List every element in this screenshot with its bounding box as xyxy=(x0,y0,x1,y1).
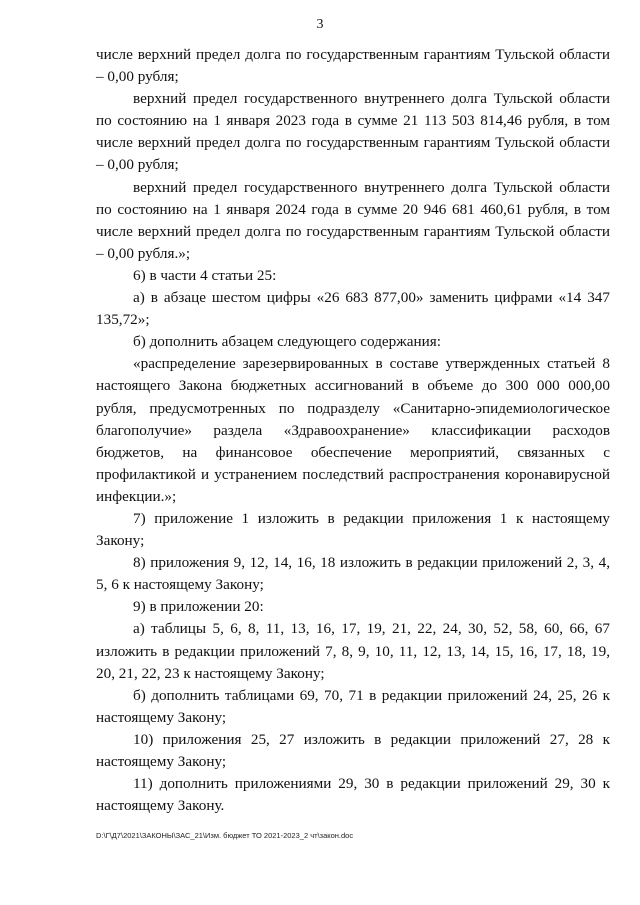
paragraph: 8) приложения 9, 12, 14, 16, 18 изложить в редакции приложений 2, 3, 4, 5, 6 к настоящему Закону; xyxy=(96,554,610,594)
paragraph: б) дополнить таблицами 69, 70, 71 в редакции приложений 24, 25, 26 к настоящему Закону; xyxy=(96,686,610,726)
paragraph: верхний предел государственного внутреннего долга Тульской области по состоянию на 1 января 2024 года в сумме 20 946 681 460,61 рубля, в том числе верхний предел долга по государственным гарантиям Тульской области – 0,00 рубля.»; xyxy=(96,178,610,262)
paragraph: «распределение зарезервированных в составе утвержденных статьей 8 настоящего Закона бюджетных ассигнований в объеме до 300 000 000,00 рубля, предусмотренных по подразделу «Санитарно-эпидемиологическое благополучие» раздела «Здравоохранение» классификации расходов бюджетов, на финансовое обеспечение мероприятий, связанных с профилактикой и устранением последствий распространения коронавирусной инфекции.»; xyxy=(96,355,610,505)
paragraph: 7) приложение 1 изложить в редакции приложения 1 к настоящему Закону; xyxy=(96,509,610,550)
paragraph: 10) приложения 25, 27 изложить в редакции приложений 27, 28 к настоящему Закону; xyxy=(96,730,610,770)
paragraph: 6) в части 4 статьи 25: xyxy=(133,266,277,284)
paragraph: а) таблицы 5, 6, 8, 11, 13, 16, 17, 19, 21, 22, 24, 30, 52, 58, 60, 66, 67 изложить в редакции приложений 7, 8, 9, 10, 11, 12, 13, 14, 15, 16, 17, 18, 19, 20, 21, 22, 23 к настоящему Закону; xyxy=(96,620,610,682)
paragraph: числе верхний предел долга по государственным гарантиям Тульской области – 0,00 рубля; xyxy=(96,46,610,86)
paragraph: верхний предел государственного внутреннего долга Тульской области по состоянию на 1 января 2023 года в сумме 21 113 503 814,46 рубля, в том числе верхний предел долга по государственным гарантиям Тульской области – 0,00 рубля; xyxy=(96,90,610,174)
paragraph: 11) дополнить приложениями 29, 30 в редакции приложений 29, 30 к настоящему Закону. xyxy=(96,775,610,815)
page-number: 3 xyxy=(316,17,324,32)
paragraph: б) дополнить абзацем следующего содержания: xyxy=(133,333,441,351)
paragraph: 9) в приложении 20: xyxy=(133,598,264,616)
paragraph: а) в абзаце шестом цифры «26 683 877,00» заменить цифрами «14 347 135,72»; xyxy=(96,289,610,329)
document-body xyxy=(96,44,610,817)
file-path-footer: D:\Г\Д7\2021\ЗАКОНЫ\ЗАС_21\Изм. бюджет ТО 2021-2023_2 чт\закон.doc xyxy=(96,831,354,840)
